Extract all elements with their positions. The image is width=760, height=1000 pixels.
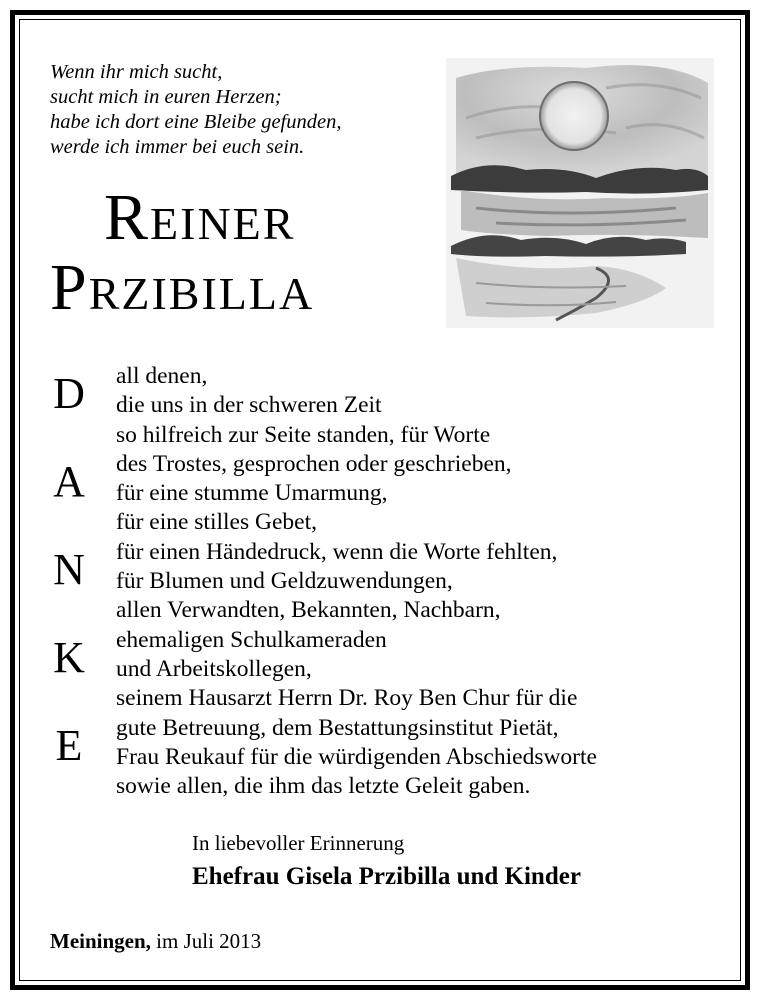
poem [50, 60, 341, 160]
deceased-last-name: Przibilla [50, 251, 315, 324]
thanks-line: Frau Reukauf für die würdigenden Abschiedsworte [116, 743, 597, 770]
danke-letter: A [53, 457, 85, 506]
danke-letter: N [53, 545, 85, 594]
thanks-line: für Blumen und Geldzuwendungen, [116, 568, 453, 595]
poem-line: Wenn ihr mich sucht, [50, 61, 223, 83]
thanks-line: allen Verwandten, Bekannten, Nachbarn, [116, 597, 501, 624]
moon-over-sea-sketch-icon [446, 58, 714, 328]
poem-line: sucht mich in euren Herzen; [50, 86, 282, 108]
place: Meiningen, [50, 929, 151, 953]
thanks-line: für eine stumme Umarmung, [116, 480, 388, 507]
thanks-line: des Trostes, gesprochen oder geschrieben, [116, 450, 512, 477]
poem-line: werde ich immer bei euch sein. [50, 136, 305, 158]
thanks-line: für eine stilles Gebet, [116, 509, 317, 536]
thanks-line: seinem Hausarzt Herrn Dr. Roy Ben Chur für die [116, 685, 578, 712]
thanks-line: all denen, [116, 363, 208, 389]
place-date [50, 928, 261, 954]
thanks-line: für einen Händedruck, wenn die Worte fehlten, [116, 538, 558, 565]
danke-letter: D [53, 369, 85, 418]
danke-letter: K [53, 633, 85, 682]
thanks-line: die uns in der schweren Zeit [116, 392, 382, 419]
thanks-text [116, 362, 597, 801]
thanks-line: sowie allen, die ihm das letzte Geleit gaben. [116, 773, 531, 800]
poem-line: habe ich dort eine Bleibe gefunden, [50, 111, 342, 133]
thanks-line: und Arbeitskollegen, [116, 655, 312, 682]
thanks-line: so hilfreich zur Seite standen, für Worte [116, 421, 491, 448]
date: im Juli 2013 [156, 929, 262, 953]
memory-line: In liebevoller Erinnerung [192, 831, 405, 855]
family-signature: Ehefrau Gisela Przibilla und Kinder [192, 863, 581, 890]
deceased-first-name: Reiner [104, 181, 296, 254]
danke-letter: E [55, 721, 83, 770]
thanks-line: ehemaligen Schulkameraden [116, 626, 387, 653]
thanks-line: gute Betreuung, dem Bestattungsinstitut Pietät, [116, 714, 559, 741]
